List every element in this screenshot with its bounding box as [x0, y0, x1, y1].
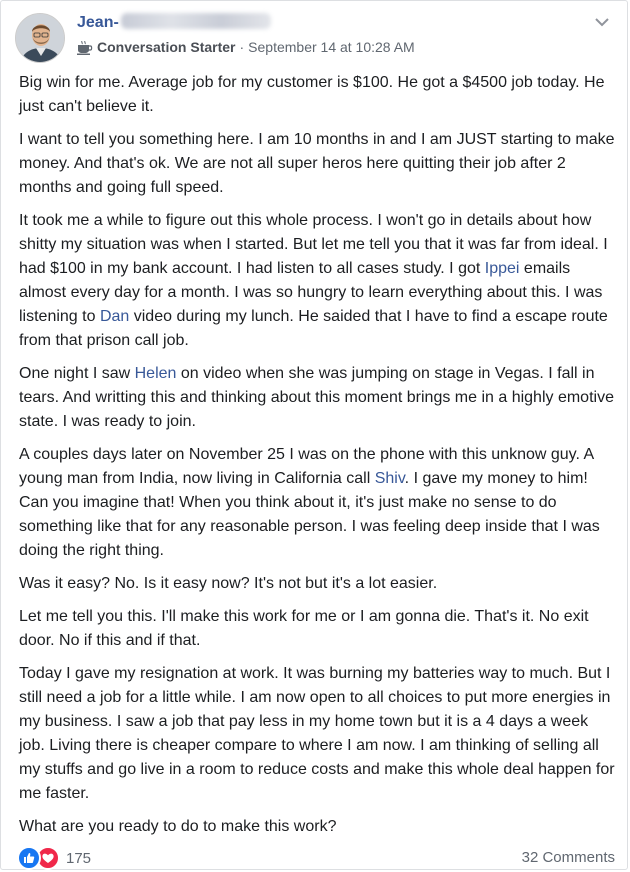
reactions-count: 175 — [66, 849, 92, 867]
post-paragraph — [19, 443, 615, 563]
post-paragraph — [19, 71, 615, 119]
post-footer — [17, 847, 615, 871]
paragraph-text: It took me a while to figure out this whole process. I won't go in details about how shitty my situation was when I started. But let me tell you that it was far from ideal. I had $100 in my bank account. I had listen to all cases study. I got — [19, 212, 608, 277]
reactions-summary[interactable] — [17, 847, 91, 869]
paragraph-text: Big win for me. Average job for my customer is $100. He got a $4500 job today. He just can't believe it. — [19, 74, 605, 115]
group-badge[interactable]: Conversation Starter — [97, 39, 236, 55]
post-paragraph — [19, 662, 615, 806]
post-paragraph — [19, 209, 615, 353]
avatar[interactable] — [15, 13, 65, 63]
paragraph-text: Let me tell you this. I'll make this work for me or I am gonna die. That's it. No exit door. No if this and if that. — [19, 608, 589, 649]
paragraph-text: What are you ready to do to make this work? — [19, 818, 337, 835]
paragraph-text: video during my lunch. He saided that I have to find a escape route from that prison call job. — [19, 308, 608, 349]
meta-separator: · — [239, 39, 245, 55]
author-first-name: Jean- — [77, 14, 119, 31]
coffee-cup-icon — [77, 41, 93, 58]
post-body — [19, 71, 615, 848]
like-reaction-icon — [17, 846, 41, 870]
post-timestamp[interactable]: September 14 at 10:28 AM — [248, 39, 415, 55]
paragraph-text: on video when she was jumping on stage in Vegas. I fall in tears. And writting this and thinking about this moment brings me in a highly emotive state. I was ready to join. — [19, 365, 614, 430]
mention-link[interactable]: Shiv — [374, 470, 405, 487]
mention-link[interactable]: Helen — [134, 365, 177, 382]
paragraph-text: One night I saw — [19, 365, 135, 382]
paragraph-text: emails almost every day for a month. I was so hungry to learn everything about this. I was listening to — [19, 260, 603, 325]
author-name-redacted — [121, 13, 271, 29]
post-paragraph — [19, 128, 615, 200]
paragraph-text: I want to tell you something here. I am 10 months in and I am JUST starting to make money. And that's ok. We are not all super heros here quitting their job after 2 months and going full speed. — [19, 131, 615, 196]
paragraph-text: Today I gave my resignation at work. It was burning my batteries way to much. But I still need a job for a little while. I am now open to all choices to put more energies in my business. I saw a job that pay less in my home town but it is a 4 days a week job. Living there is cheaper compare to where I am now. I am thinking of selling all my stuffs and go live in a room to reduce costs and make this whole deal happen for me faster. — [19, 665, 615, 802]
post-paragraph — [19, 605, 615, 653]
paragraph-text: Was it easy? No. Is it easy now? It's not but it's a lot easier. — [19, 575, 438, 592]
paragraph-text: A couples days later on November 25 I was on the phone with this unknow guy. A young man from India, now living in California call — [19, 446, 594, 487]
mention-link[interactable]: Dan — [99, 308, 130, 325]
post-paragraph — [19, 815, 615, 839]
paragraph-text: . I gave my money to him! Can you imagine that! When you think about it, it's just make no sense to do something like that for any reasonable person. I was feeling deep inside that I was doing the right thing. — [19, 470, 600, 559]
post-meta — [77, 39, 415, 58]
post-paragraph — [19, 362, 615, 434]
avatar-photo — [16, 14, 65, 63]
author-name[interactable] — [77, 13, 271, 32]
mention-link[interactable]: Ippei — [484, 260, 520, 277]
post-paragraph — [19, 572, 615, 596]
comments-count-link[interactable]: 32 Comments — [521, 849, 615, 866]
chevron-down-icon[interactable] — [595, 17, 609, 27]
post-header — [15, 11, 615, 63]
